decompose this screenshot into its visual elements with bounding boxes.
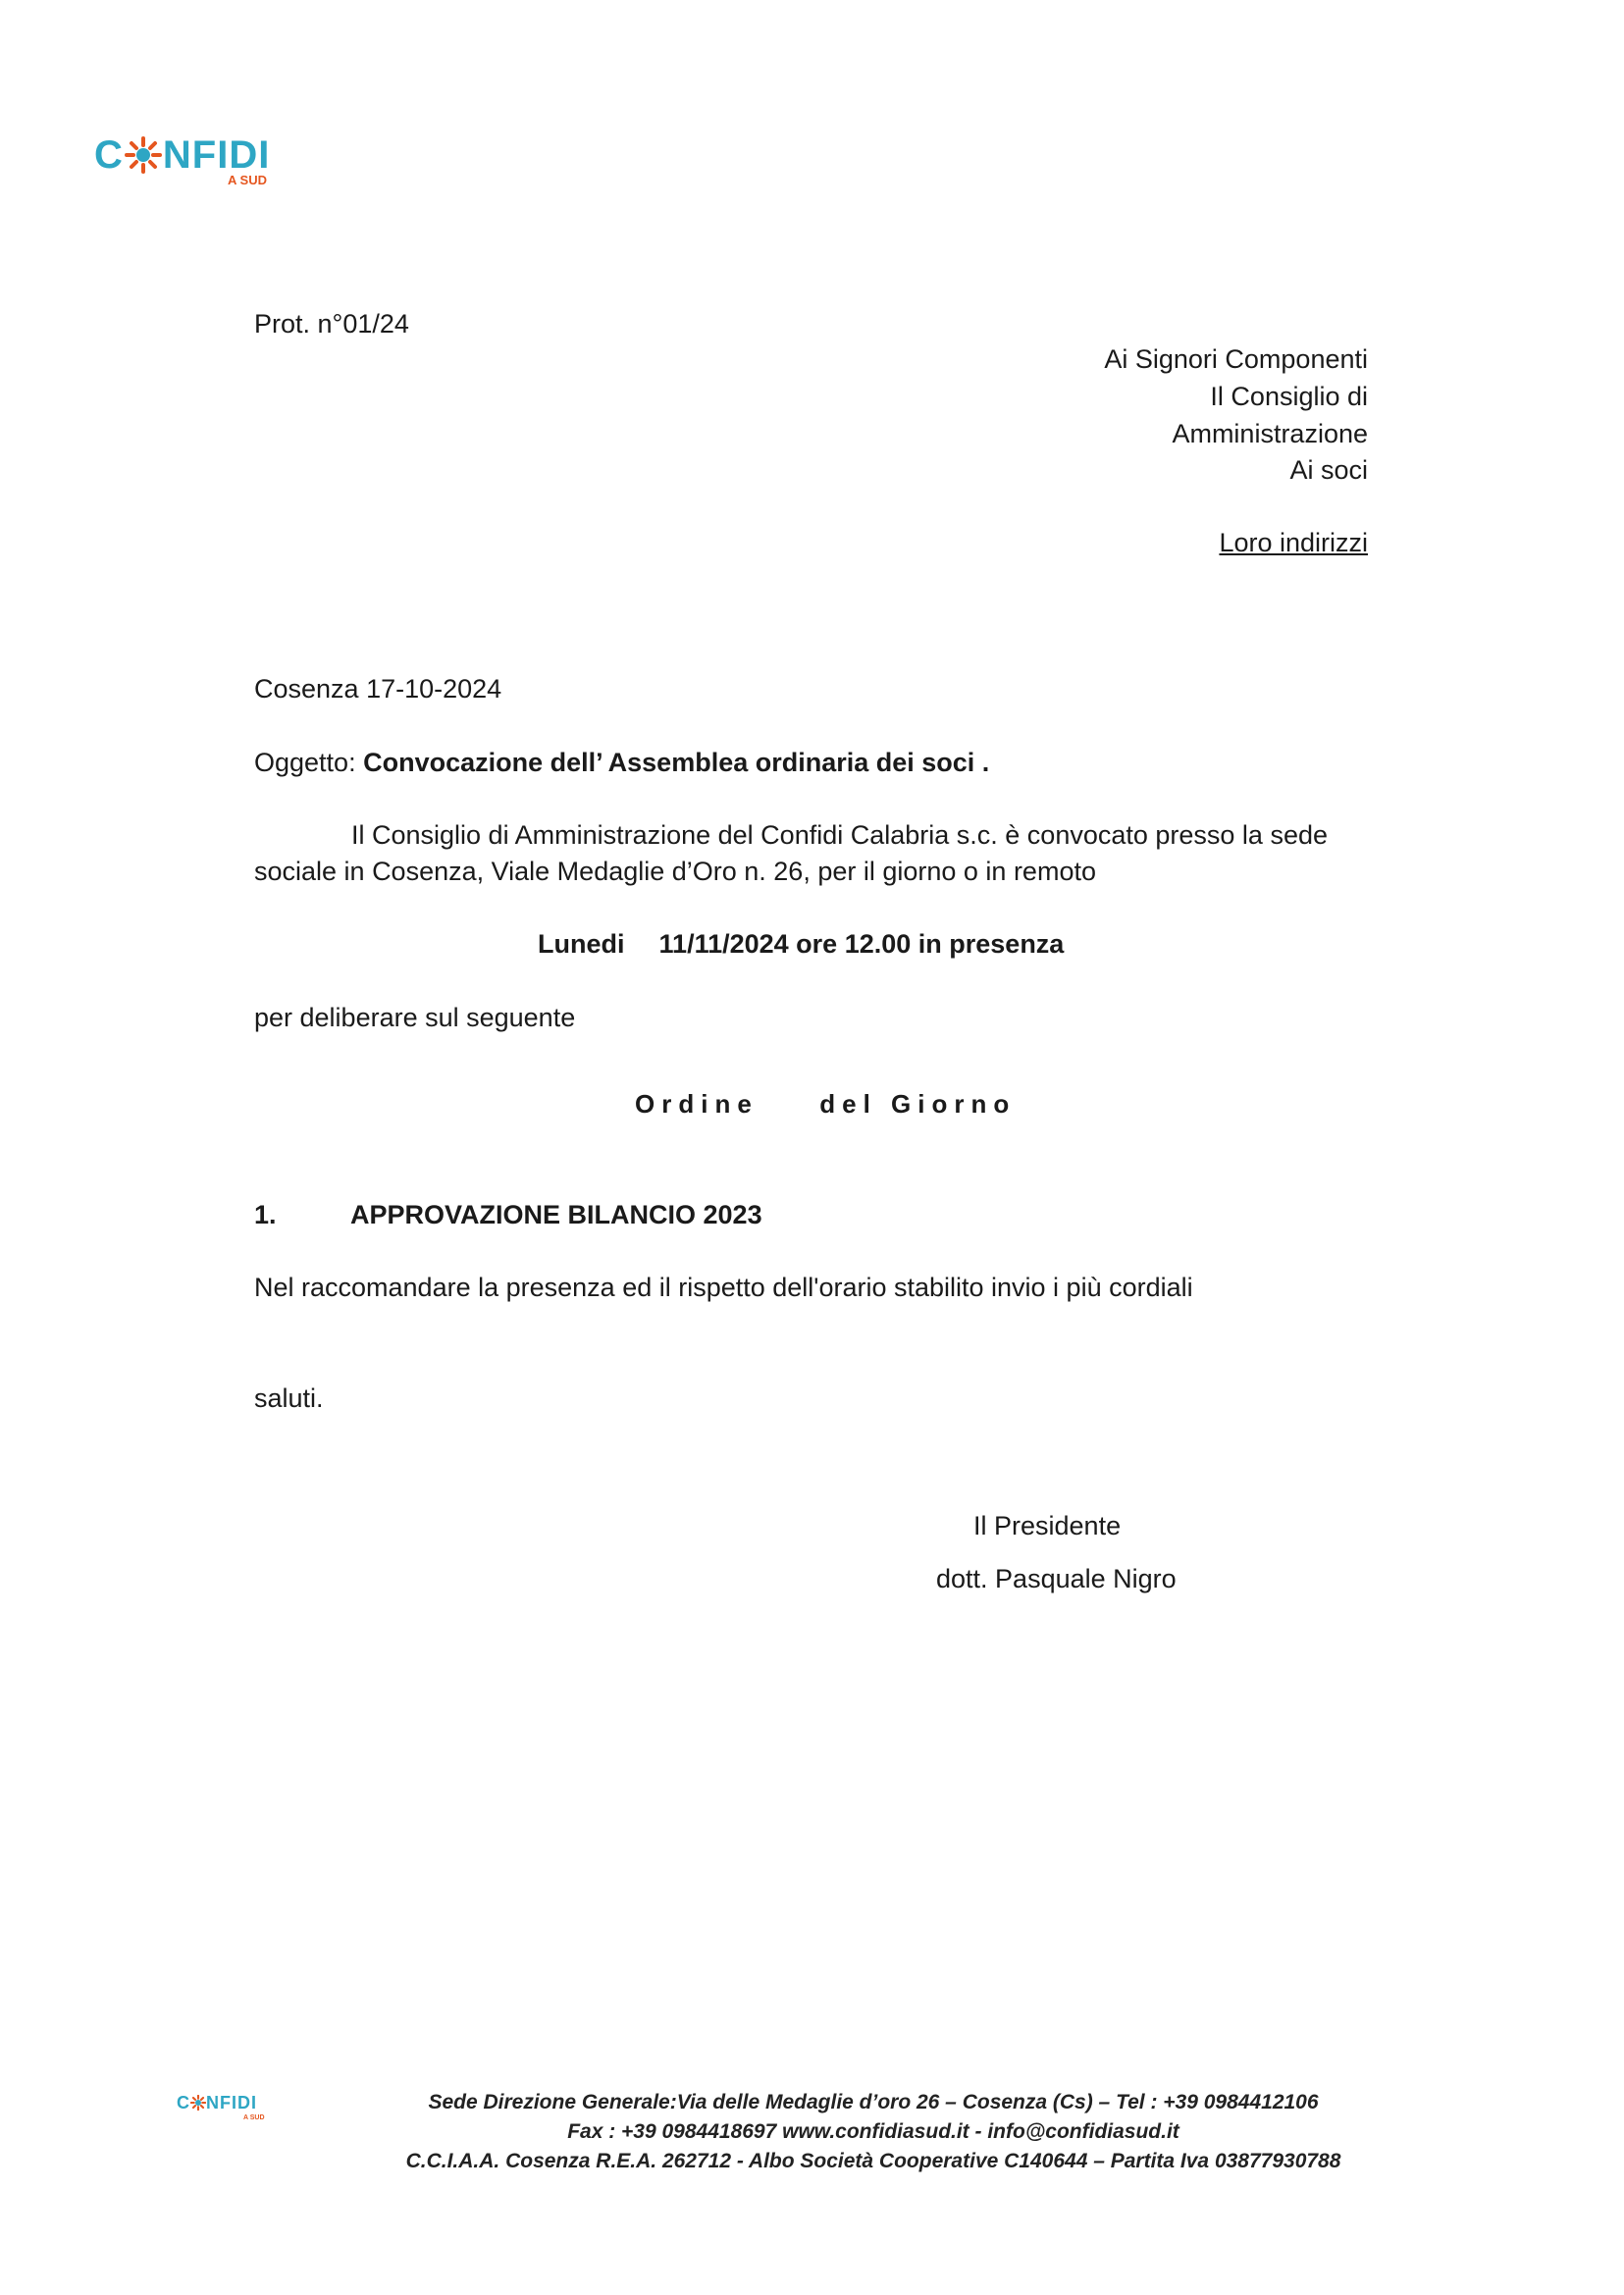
footer-logo (177, 2091, 257, 2114)
body-paragraph-line: sociale in Cosenza, Viale Medaglie d’Oro n. 26, per il giorno o in remoto (254, 857, 1096, 886)
logo-wordmark-end: NFIDI (162, 132, 271, 177)
body-paragraph-line: Il Consiglio di Amministrazione del Confidi Calabria s.c. è convocato presso la sede (351, 820, 1328, 850)
logo-wordmark-end: NFIDI (206, 2092, 257, 2112)
meeting-datetime (538, 926, 1064, 962)
addresses-note: Loro indirizzi (1219, 528, 1368, 557)
agenda-heading-word: Ordine (635, 1089, 759, 1119)
sun-gear-icon (190, 2095, 206, 2111)
agenda-item-number: 1. (254, 1200, 277, 1229)
recipient-line: Amministrazione (1172, 419, 1368, 448)
footer-line: Sede Direzione Generale:Via delle Medaglie d’oro 26 – Cosenza (Cs) – Tel : +39 0984412106 (428, 2091, 1319, 2113)
closing-word: saluti. (254, 1383, 324, 1413)
subject-label: Oggetto: (254, 748, 356, 777)
agenda-item-text: APPROVAZIONE BILANCIO 2023 (350, 1200, 762, 1229)
deliberate-line: per deliberare sul seguente (254, 1003, 576, 1032)
recipient-line: Ai soci (1289, 455, 1368, 485)
logo-subtitle: A SUD (243, 2114, 265, 2121)
agenda-heading-word: del Giorno (819, 1089, 1017, 1119)
footer-line: C.C.I.A.A. Cosenza R.E.A. 262712 - Albo Società Cooperative C140644 – Partita Iva 03877930788 (405, 2150, 1341, 2172)
meeting-day: Lunedi (538, 929, 625, 959)
place-date: Cosenza 17-10-2024 (254, 674, 502, 704)
closing-line: Nel raccomandare la presenza ed il rispetto dell'orario stabilito invio i più cordiali (254, 1273, 1193, 1302)
agenda-heading (635, 1086, 1016, 1121)
signature-title: Il Presidente (973, 1511, 1122, 1540)
subject-text: Convocazione dell’ Assemblea ordinaria dei soci . (363, 748, 990, 777)
logo-subtitle: A SUD (228, 173, 267, 187)
logo-wordmark-start: C (94, 132, 124, 177)
recipient-line: Il Consiglio di (1210, 382, 1368, 411)
signature-name: dott. Pasquale Nigro (936, 1564, 1177, 1593)
meeting-details: 11/11/2024 ore 12.00 in presenza (658, 929, 1065, 959)
footer-line: Fax : +39 0984418697 www.confidiasud.it - info@confidiasud.it (567, 2120, 1179, 2143)
logo-wordmark-start: C (177, 2092, 190, 2112)
sun-gear-icon (125, 136, 162, 174)
subject-line (254, 745, 989, 780)
recipient-line: Ai Signori Componenti (1104, 344, 1368, 374)
protocol-number: Prot. n°01/24 (254, 309, 409, 339)
